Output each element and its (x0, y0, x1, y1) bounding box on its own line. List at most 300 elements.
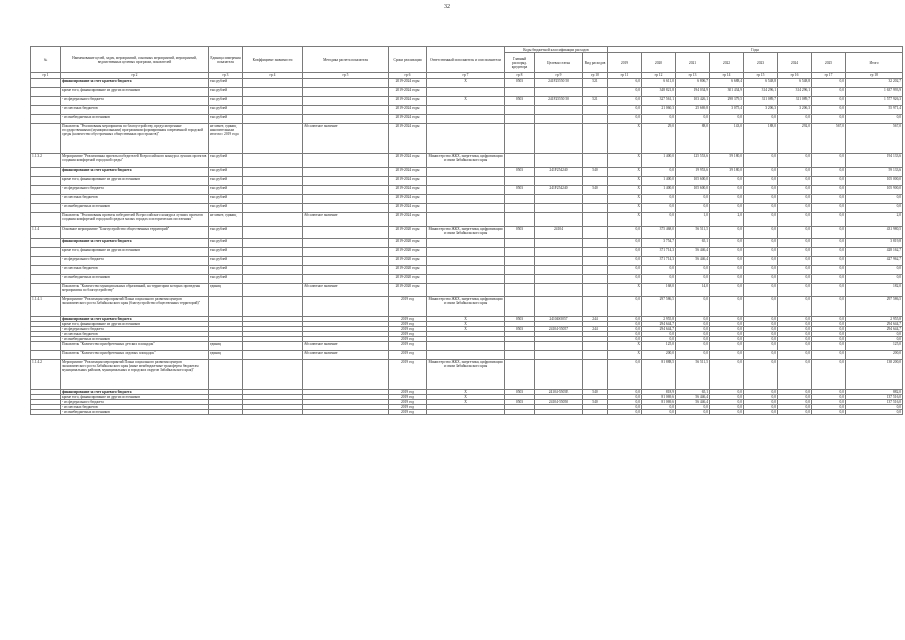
table-cell (427, 186, 505, 195)
table-cell: 0,0 (812, 213, 846, 227)
table-cell (535, 115, 583, 124)
table-cell: Х (427, 322, 505, 327)
table-cell: 56 446,4 (676, 248, 710, 257)
table-cell: 0,0 (846, 195, 903, 204)
table-cell: 2 955,8 (642, 317, 676, 322)
table-cell: 200,0 (642, 351, 676, 360)
table-cell: - из внебюджетных источников (61, 275, 209, 284)
table-cell (583, 227, 608, 239)
table-cell: 0,0 (812, 284, 846, 297)
table-cell: 371 714,3 (642, 257, 676, 266)
table-cell: 0,0 (744, 405, 778, 410)
table-cell: 0,0 (778, 322, 812, 327)
table-cell: 81 069,6 (642, 400, 676, 405)
table-cell: 0503 (505, 227, 535, 239)
header-total: Итого (846, 53, 903, 73)
table-cell (31, 88, 61, 97)
table-cell: 0,0 (812, 239, 846, 248)
table-cell: 0,0 (778, 395, 812, 400)
table-cell (31, 351, 61, 360)
table-cell: 0,0 (710, 400, 744, 405)
column-number-cell: гр 8 (505, 73, 535, 79)
table-cell: 0,0 (676, 266, 710, 275)
table-cell: 0,0 (710, 327, 744, 332)
table-cell: 0,0 (710, 297, 744, 317)
table-cell: 2019 год (389, 327, 427, 332)
table-cell: 0503 (505, 168, 535, 177)
table-cell: 0,0 (608, 332, 642, 337)
table-cell: 0,0 (812, 195, 846, 204)
table-cell: 6 548,8 (744, 79, 778, 88)
table-cell: 2019-2024 годы (389, 204, 427, 213)
table-cell: 348 821,8 (642, 88, 676, 97)
table-cell (505, 297, 535, 317)
table-cell: Х (427, 97, 505, 106)
table-cell: 1 400,0 (642, 186, 676, 195)
table-cell (209, 410, 243, 415)
table-cell (31, 195, 61, 204)
table-cell (303, 115, 389, 124)
table-cell: 39 180,0 (710, 168, 744, 177)
table-cell: 241F25550 50 (535, 79, 583, 88)
table-cell (243, 154, 303, 168)
table-cell: 882,0 (846, 390, 903, 395)
column-number-cell: гр 1 (31, 73, 61, 79)
table-cell: 0,0 (812, 342, 846, 351)
table-cell: 0,0 (710, 317, 744, 322)
table-cell: 0,0 (812, 410, 846, 415)
page-number: 32 (444, 4, 450, 10)
column-number-cell: гр 15 (744, 73, 778, 79)
table-cell (427, 168, 505, 177)
table-cell: финансирование за счет краевого бюджета (61, 390, 209, 395)
table-row (31, 275, 903, 284)
header-unit: Единица измерения показателя (209, 47, 243, 73)
table-cell (31, 275, 61, 284)
table-cell: 0,0 (744, 257, 778, 266)
table-cell: 14,0 (676, 284, 710, 297)
table-cell: тыс.рублей (209, 204, 243, 213)
table-cell: 540 (583, 186, 608, 195)
table-cell (303, 195, 389, 204)
table-cell: 314 296,1 (744, 88, 778, 97)
table-cell (243, 186, 303, 195)
table-cell (427, 275, 505, 284)
table-cell: 314 296,1 (778, 88, 812, 97)
table-cell: Основное мероприятие "Благоустройство общественных территорий" (61, 227, 209, 239)
header-year-2023: 2023 (744, 53, 778, 73)
table-cell: 0,0 (608, 266, 642, 275)
table-cell (243, 257, 303, 266)
table-cell: 0,0 (710, 186, 744, 195)
table-cell: - из федерального бюджета (61, 186, 209, 195)
table-cell: не менее, единиц накопительным итогом с 2019 года (209, 124, 243, 154)
table-cell: кроме того, финансирование из других источников (61, 248, 209, 257)
table-cell: 24104-55057 (535, 327, 583, 332)
table-cell (303, 154, 389, 168)
table-cell: 137 516,0 (846, 395, 903, 400)
table-cell: тыс.рублей (209, 88, 243, 97)
table-cell (31, 124, 61, 154)
table-cell: 2019-2024 годы (389, 79, 427, 88)
table-row (31, 284, 903, 297)
table-row (31, 227, 903, 239)
table-cell: 0,0 (744, 275, 778, 284)
table-cell (505, 195, 535, 204)
table-cell: тыс.рублей (209, 195, 243, 204)
table-cell: Х (427, 317, 505, 322)
table-cell (505, 248, 535, 257)
table-cell: Х (427, 327, 505, 332)
table-cell: 0,0 (710, 227, 744, 239)
table-cell: 294 644,7 (846, 322, 903, 327)
table-cell: 244 (583, 327, 608, 332)
table-cell (427, 410, 505, 415)
table-cell (31, 213, 61, 227)
table-cell: 0,0 (710, 284, 744, 297)
table-cell: тыс.рублей (209, 97, 243, 106)
table-cell (505, 257, 535, 266)
table-cell: Х (608, 186, 642, 195)
table-cell: 0,0 (846, 115, 903, 124)
table-cell: 2019 год (389, 297, 427, 317)
table-cell: 0,0 (608, 297, 642, 317)
table-cell (243, 297, 303, 317)
table-cell: тыс.рублей (209, 177, 243, 186)
table-cell: - из федерального бюджета (61, 257, 209, 266)
table-cell: 2019-2020 годы (389, 227, 427, 239)
table-cell: 0,0 (812, 97, 846, 106)
table-cell: тыс.рублей (209, 115, 243, 124)
table-cell: Х (608, 342, 642, 351)
table-cell (303, 88, 389, 97)
table-cell: 143,0 (710, 124, 744, 154)
table-cell: 2019-2020 годы (389, 248, 427, 257)
table-cell: 0,0 (608, 257, 642, 266)
table-cell: 2019-2024 годы (389, 88, 427, 97)
table-cell: 0,0 (744, 266, 778, 275)
table-cell: не менее, единиц (209, 213, 243, 227)
table-cell: 244 (583, 317, 608, 322)
table-cell (583, 204, 608, 213)
table-cell: 327 561,1 (642, 97, 676, 106)
header-method: Методика расчета показателя (303, 47, 389, 73)
table-cell: Х (608, 124, 642, 154)
table-cell: 2019 год (389, 332, 427, 337)
table-cell: 0,0 (744, 248, 778, 257)
table-cell (243, 239, 303, 248)
table-cell: 0,0 (710, 360, 744, 390)
table-cell: 0,0 (608, 405, 642, 410)
header-codes-group: Коды бюджетной классификации расходов (505, 47, 608, 53)
table-cell: 105 900,0 (846, 186, 903, 195)
table-cell (583, 88, 608, 97)
table-cell (243, 97, 303, 106)
table-cell: 0,0 (846, 275, 903, 284)
table-cell: 2019-2024 годы (389, 124, 427, 154)
table-cell: 6,0 (608, 79, 642, 88)
table-cell: 0,0 (812, 204, 846, 213)
table-cell: тыс.рублей (209, 106, 243, 115)
table-cell (427, 266, 505, 275)
table-cell: 21 060,3 (642, 106, 676, 115)
table-cell: 1 400,0 (642, 154, 676, 168)
table-cell: 0,0 (846, 266, 903, 275)
table-cell: 0,0 (778, 248, 812, 257)
column-number-cell: гр 10 (583, 73, 608, 79)
table-cell (535, 239, 583, 248)
table-cell: 0,0 (710, 322, 744, 327)
table-cell (535, 266, 583, 275)
table-cell: 521 (583, 79, 608, 88)
table-cell: 0,0 (710, 204, 744, 213)
table-cell: 292,0 (778, 124, 812, 154)
table-cell: 0,0 (744, 154, 778, 168)
table-cell: 19 953,6 (676, 168, 710, 177)
table-row (31, 124, 903, 154)
table-cell: - из внебюджетных источников (61, 410, 209, 415)
table-cell: 0503 (505, 97, 535, 106)
table-cell: Министерство ЖКХ, энергетики, цифровизации и связи Забайкальского края (427, 297, 505, 317)
table-cell (505, 115, 535, 124)
table-cell (303, 266, 389, 275)
table-cell: 0503 (505, 400, 535, 405)
column-number-cell: гр 11 (608, 73, 642, 79)
table-cell: Х (427, 395, 505, 400)
table-cell: 0503 (505, 79, 535, 88)
table-cell: 0,0 (608, 248, 642, 257)
table-cell (243, 360, 303, 390)
table-cell (303, 79, 389, 88)
table-cell: 241F25550 50 (535, 97, 583, 106)
table-cell: 0,0 (812, 88, 846, 97)
table-cell: 29,0 (642, 124, 676, 154)
table-cell (303, 239, 389, 248)
table-cell (303, 297, 389, 317)
table-row (31, 115, 903, 124)
table-cell: 0,0 (778, 360, 812, 390)
table-cell: 59 133,6 (846, 168, 903, 177)
table-cell (427, 88, 505, 97)
table-cell: 0,0 (778, 239, 812, 248)
table-cell: 168,0 (642, 284, 676, 297)
table-cell: 0,0 (710, 410, 744, 415)
table-cell: 194 133,6 (846, 154, 903, 168)
table-cell: 0,0 (778, 405, 812, 410)
table-cell: 0,0 (778, 204, 812, 213)
table-cell: 125 553,6 (676, 154, 710, 168)
table-cell: 311 089,7 (744, 97, 778, 106)
table-cell: 0,0 (812, 168, 846, 177)
table-cell: 0,0 (608, 97, 642, 106)
table-cell: Абсолютное значение (303, 342, 389, 351)
table-cell: 3 819,8 (846, 239, 903, 248)
table-cell: Х (608, 168, 642, 177)
header-year-2025: 2025 (812, 53, 846, 73)
table-cell: 0,0 (608, 88, 642, 97)
table-cell: 0,0 (778, 400, 812, 405)
table-cell: 301 434,9 (710, 88, 744, 97)
table-cell: 0,0 (744, 360, 778, 390)
header-year-2019: 2019 (608, 53, 642, 73)
table-cell (505, 360, 535, 390)
table-cell: 0503 (505, 317, 535, 322)
table-cell: тыс.рублей (209, 257, 243, 266)
table-cell: - из федерального бюджета (61, 327, 209, 332)
table-cell (583, 124, 608, 154)
table-cell: 0,0 (710, 248, 744, 257)
table-cell: 3 754,7 (642, 239, 676, 248)
table-cell (505, 204, 535, 213)
table-cell: 0,0 (812, 400, 846, 405)
table-cell: 375 468,0 (642, 227, 676, 239)
header-name: Наименование целей, задач, мероприятий, основных мероприятий, мероприятий, ведомственных целевых программ, показателей (61, 47, 209, 73)
table-cell: 0,0 (778, 168, 812, 177)
table-cell: 81 888,5 (642, 360, 676, 390)
table-cell: 0,0 (812, 248, 846, 257)
table-cell: Х (608, 284, 642, 297)
table-cell: 0,0 (608, 275, 642, 284)
table-cell: 2019-2024 годы (389, 213, 427, 227)
table-cell (303, 106, 389, 115)
table-cell: Х (608, 177, 642, 186)
table-cell: 0,0 (778, 327, 812, 332)
table-cell (303, 410, 389, 415)
table-cell (303, 168, 389, 177)
table-cell: 0,0 (812, 390, 846, 395)
header-year-2022: 2022 (710, 53, 744, 73)
table-cell: Х (608, 351, 642, 360)
table-cell: 0,0 (744, 284, 778, 297)
column-number-cell: гр 16 (778, 73, 812, 79)
table-cell: тыс.рублей (209, 168, 243, 177)
table-cell: 0,0 (744, 204, 778, 213)
table-cell: 428 162,7 (846, 248, 903, 257)
table-cell: 427 962,7 (846, 257, 903, 266)
table-cell: единиц (209, 284, 243, 297)
table-cell: - из внебюджетных источников (61, 204, 209, 213)
table-cell: 25 669,8 (676, 106, 710, 115)
table-cell: 0,0 (812, 154, 846, 168)
table-cell: 32 202,7 (846, 79, 903, 88)
table-cell (303, 204, 389, 213)
table-cell: тыс.рублей (209, 248, 243, 257)
column-number-cell: гр 9 (535, 73, 583, 79)
table-cell (243, 204, 303, 213)
table-cell: Мероприятие "Реализованы проекты победителей Всероссийского конкурса лучших проектов создания комфортной городской среды" (61, 154, 209, 168)
table-cell: 0,0 (812, 266, 846, 275)
table-cell: 0,0 (812, 317, 846, 322)
table-cell (535, 275, 583, 284)
table-cell: 0,0 (744, 395, 778, 400)
table-cell: 59 180,0 (710, 154, 744, 168)
table-cell (505, 213, 535, 227)
table-cell: 125,0 (642, 342, 676, 351)
table-cell: 2019-2024 годы (389, 154, 427, 168)
table-cell: единиц (209, 342, 243, 351)
table-cell (505, 410, 535, 415)
table-cell: 1.1.4 (31, 227, 61, 239)
table-row (31, 177, 903, 186)
table-cell: 6 548,8 (778, 79, 812, 88)
table-cell (243, 115, 303, 124)
table-cell: 0,0 (608, 239, 642, 248)
column-number-cell: гр 14 (710, 73, 744, 79)
table-cell (31, 79, 61, 88)
table-cell: 540 (583, 168, 608, 177)
table-cell: 0,0 (812, 360, 846, 390)
table-cell: 2019 год (389, 405, 427, 410)
table-cell: 0,0 (642, 195, 676, 204)
table-cell (243, 88, 303, 97)
table-cell (535, 88, 583, 97)
table-cell: 0,0 (744, 337, 778, 342)
table-cell: 194 034,9 (676, 88, 710, 97)
table-cell: 65,1 (676, 390, 710, 395)
table-cell: кроме того, финансирование из других источников (61, 88, 209, 97)
table-cell: 0,0 (812, 275, 846, 284)
header-target-item: Целевая статья (535, 53, 583, 73)
table-cell: 0,0 (744, 327, 778, 332)
header-no: № (31, 47, 61, 73)
table-cell (427, 177, 505, 186)
table-cell: Х (608, 204, 642, 213)
table-cell: 0,0 (642, 405, 676, 410)
table-cell: 1.1.3.2 (31, 154, 61, 168)
table-cell: 297 586,5 (846, 297, 903, 317)
table-cell: Абсолютное значение (303, 351, 389, 360)
table-cell: 0,0 (676, 327, 710, 332)
table-cell (583, 257, 608, 266)
table-cell: 0,0 (642, 213, 676, 227)
table-cell: 0,0 (778, 227, 812, 239)
table-cell: тыс.рублей (209, 227, 243, 239)
table-cell: 24104S5057 (535, 317, 583, 322)
table-cell: 0,0 (778, 284, 812, 297)
table-cell: 0,0 (846, 332, 903, 337)
table-cell (31, 97, 61, 106)
table-cell: 0,0 (676, 405, 710, 410)
table-cell: 137 516,0 (846, 400, 903, 405)
table-cell: 3 206,3 (744, 106, 778, 115)
table-cell: 294 644,7 (846, 327, 903, 332)
table-cell: финансирование за счет краевого бюджета (61, 79, 209, 88)
table-cell: - из внебюджетных источников (61, 337, 209, 342)
table-cell: финансирование за счет краевого бюджета (61, 168, 209, 177)
table-cell: 0,0 (744, 227, 778, 239)
table-cell: 182,0 (846, 284, 903, 297)
table-cell: 0,0 (744, 400, 778, 405)
table-cell (427, 195, 505, 204)
table-cell: 0,0 (778, 297, 812, 317)
table-cell: 0,0 (608, 390, 642, 395)
table-cell: 138 200,0 (846, 360, 903, 390)
table-cell: 0,0 (812, 332, 846, 337)
table-cell (303, 186, 389, 195)
table-cell: 2019-2020 годы (389, 239, 427, 248)
table-cell: 0,0 (846, 405, 903, 410)
table-cell: 311 089,7 (778, 97, 812, 106)
table-cell (243, 284, 303, 297)
table-cell: 0,0 (812, 79, 846, 88)
table-cell: 818,9 (642, 390, 676, 395)
table-cell (427, 106, 505, 115)
table-cell: 0,0 (710, 266, 744, 275)
table-cell: Абсолютное значение (303, 124, 389, 154)
table-cell: 0,0 (778, 177, 812, 186)
table-cell: 56 511,5 (676, 360, 710, 390)
table-cell: 0,0 (778, 410, 812, 415)
